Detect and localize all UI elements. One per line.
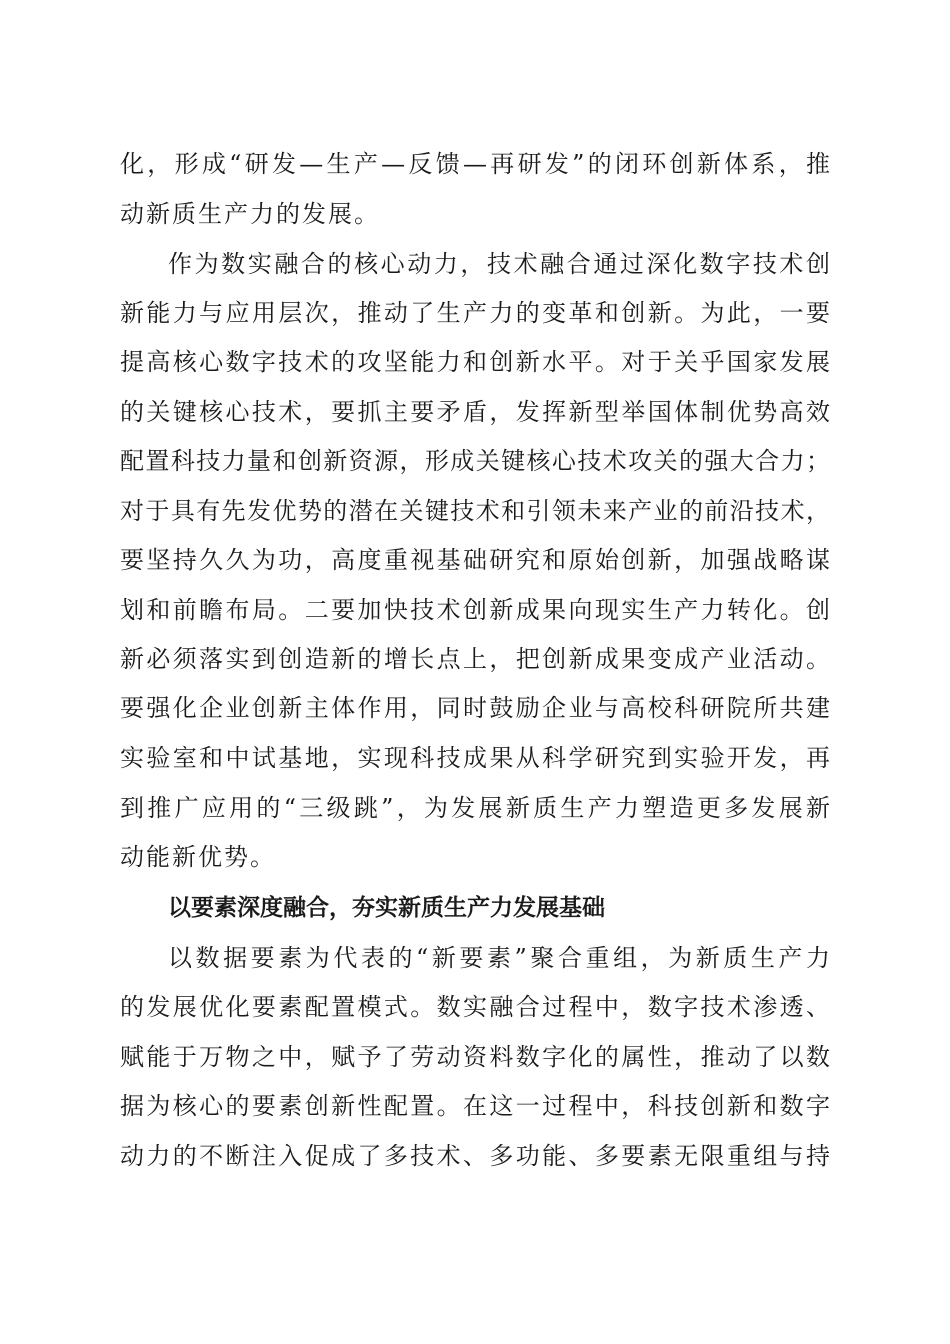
paragraph-2-line-6: 对于具有先发优势的潜在关键技术和引领未来产业的前沿技术，	[120, 497, 830, 525]
paragraph-2-line-12: 到推广应用的“三级跳”，为发展新质生产力塑造更多发展新	[120, 794, 830, 822]
paragraph-2-line-2: 新能力与应用层次，推动了生产力的变革和创新。为此，一要	[120, 299, 830, 327]
paragraph-2-line-4: 的关键核心技术，要抓主要矛盾，发挥新型举国体制优势高效	[120, 398, 830, 426]
paragraph-3-line-4: 据为核心的要素创新性配置。在这一过程中，科技创新和数字	[120, 1092, 830, 1120]
paragraph-2-line-1: 作为数实融合的核心动力，技术融合通过深化数字技术创	[168, 250, 830, 278]
paragraph-3-line-1: 以数据要素为代表的“新要素”聚合重组，为新质生产力	[168, 944, 830, 972]
paragraph-2-line-8: 划和前瞻布局。二要加快技术创新成果向现实生产力转化。创	[120, 596, 830, 624]
paragraph-2-line-5: 配置科技力量和创新资源，形成关键核心技术攻关的强大合力；	[120, 447, 830, 475]
paragraph-2-line-9: 新必须落实到创造新的增长点上，把创新成果变成产业活动。	[120, 645, 830, 673]
paragraph-2-line-10: 要强化企业创新主体作用，同时鼓励企业与高校科研院所共建	[120, 694, 830, 722]
paragraph-3-line-5: 动力的不断注入促成了多技术、多功能、多要素无限重组与持	[120, 1142, 830, 1170]
paragraph-3-line-3: 赋能于万物之中，赋予了劳动资料数字化的属性，推动了以数	[120, 1043, 830, 1071]
paragraph-2-line-7: 要坚持久久为功，高度重视基础研究和原始创新，加强战略谋	[120, 546, 830, 574]
paragraph-2-line-11: 实验室和中试基地，实现科技成果从科学研究到实验开发，再	[120, 744, 830, 772]
section-heading: 以要素深度融合，夯实新质生产力发展基础	[168, 895, 605, 921]
paragraph-3-line-2: 的发展优化要素配置模式。数实融合过程中，数字技术渗透、	[120, 993, 830, 1021]
paragraph-1-line-2: 动新质生产力的发展。	[120, 200, 380, 228]
paragraph-2-line-3: 提高核心数字技术的攻坚能力和创新水平。对于关乎国家发展	[120, 348, 830, 376]
paragraph-1-line-1: 化，形成“研发—生产—反馈—再研发”的闭环创新体系，推	[120, 150, 830, 178]
paragraph-2-line-13: 动能新优势。	[120, 843, 276, 871]
